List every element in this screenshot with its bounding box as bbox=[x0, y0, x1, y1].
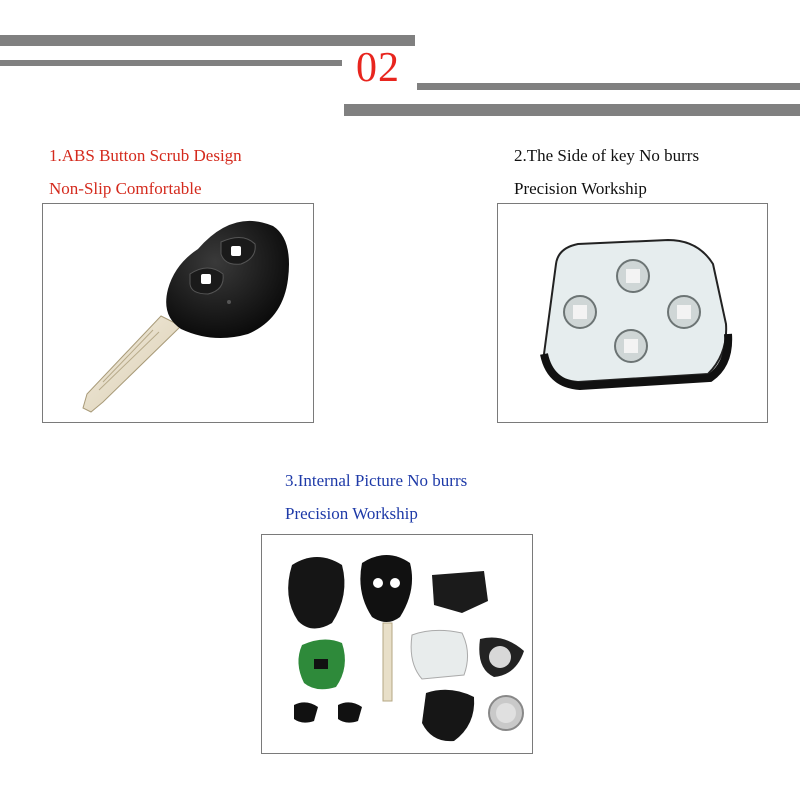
caption-1-line-1: 1.ABS Button Scrub Design bbox=[49, 146, 242, 165]
caption-1 bbox=[49, 139, 242, 205]
internal-parts-image bbox=[262, 535, 531, 752]
caption-3-line-2: Precision Workship bbox=[285, 504, 418, 523]
caption-2-line-1: 2.The Side of key No burrs bbox=[514, 146, 700, 165]
header-bar-bottom-right bbox=[344, 104, 800, 116]
header-bar-top-left bbox=[0, 35, 415, 46]
photo-button-pad-frame bbox=[497, 203, 768, 423]
header-bar-mid-left bbox=[0, 60, 342, 66]
caption-3-line-1: 3.Internal Picture No burrs bbox=[285, 471, 468, 490]
key-image bbox=[43, 204, 312, 421]
photo-internal-parts-frame bbox=[261, 534, 533, 754]
section-number: 02 bbox=[356, 45, 400, 91]
caption-2-line-2: Precision Workship bbox=[514, 179, 647, 198]
photo-key-frame bbox=[42, 203, 314, 423]
header-bar-mid-right bbox=[417, 83, 800, 90]
button-pad-image bbox=[498, 204, 766, 421]
caption-3 bbox=[285, 464, 467, 530]
caption-1-line-2: Non-Slip Comfortable bbox=[49, 179, 202, 198]
caption-2 bbox=[514, 139, 699, 205]
